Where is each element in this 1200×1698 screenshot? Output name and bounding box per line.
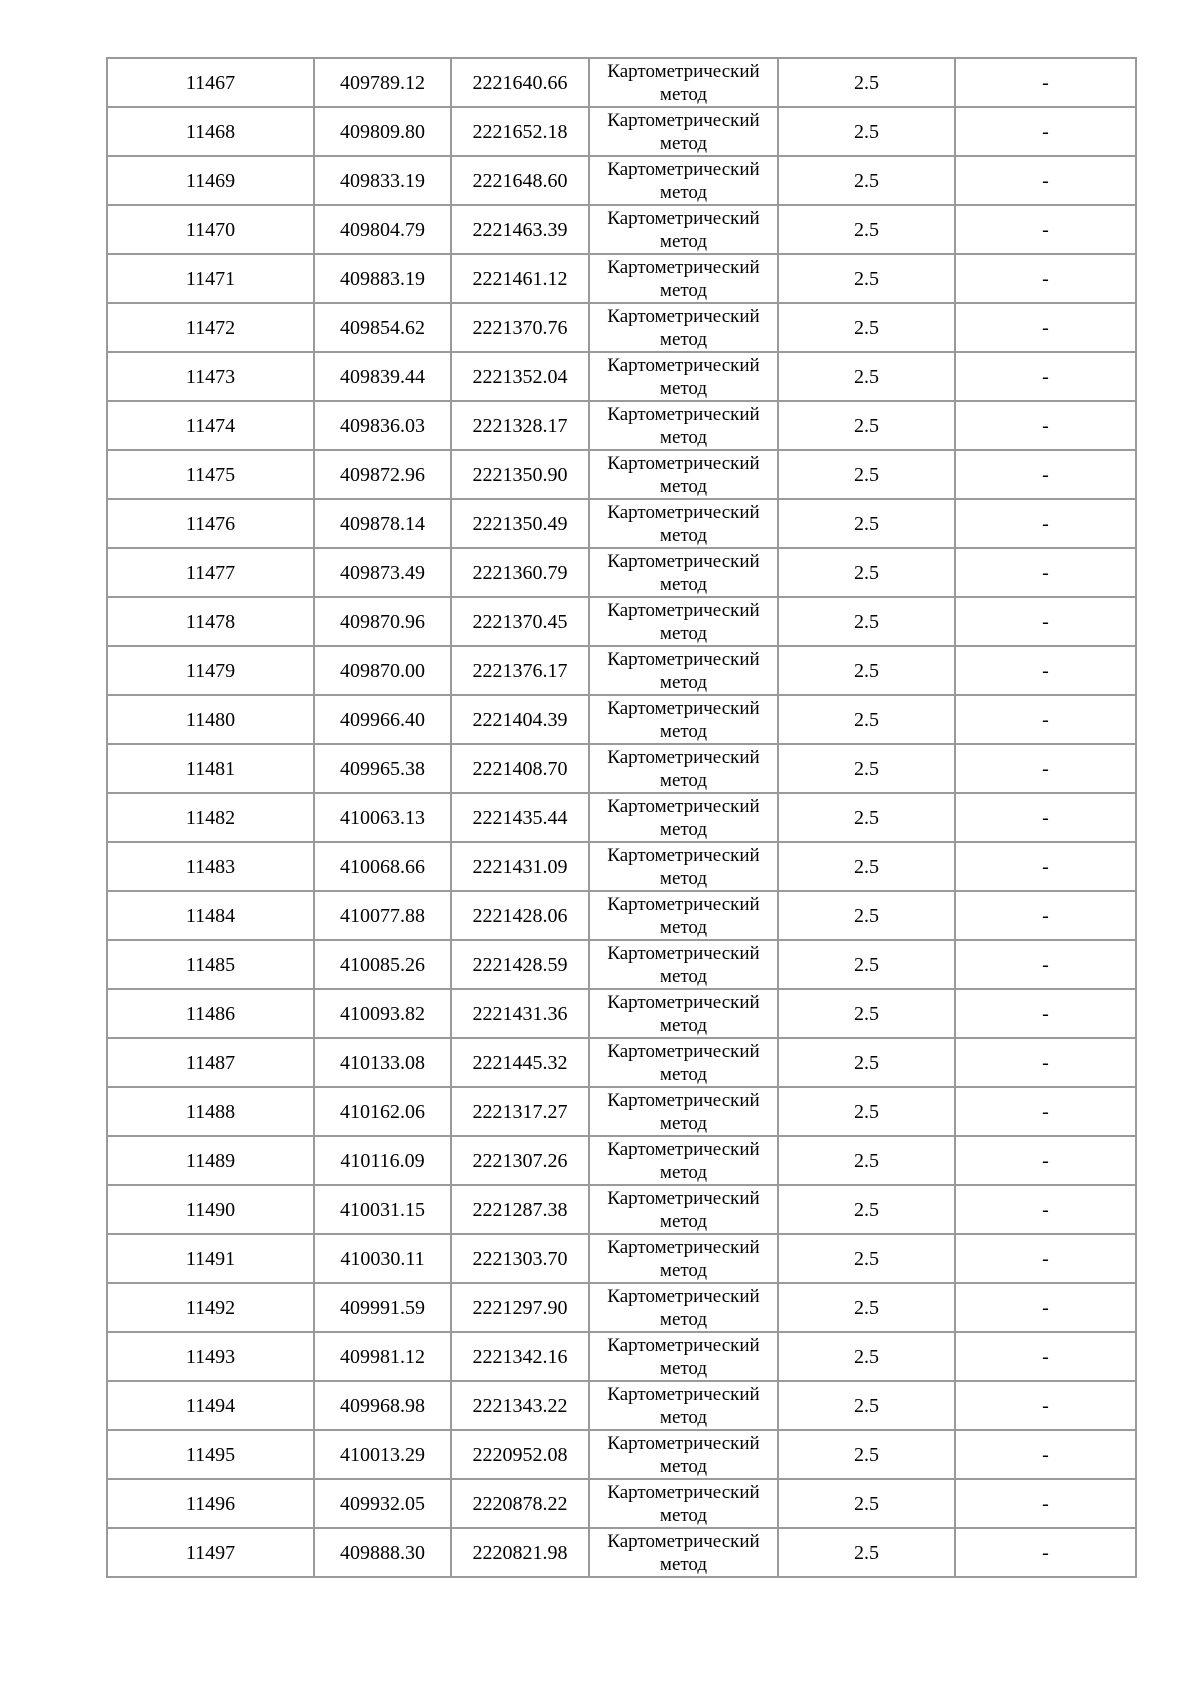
method-line-2: метод (659, 1553, 708, 1575)
x-coordinate-cell: 410031.15 (314, 1185, 451, 1234)
x-coordinate-cell: 409872.96 (314, 450, 451, 499)
method-line-1: Картометрический (607, 109, 760, 131)
note-cell: - (955, 1479, 1136, 1528)
point-number-cell: 11478 (107, 597, 314, 646)
note-cell: - (955, 107, 1136, 156)
note-cell: - (955, 1430, 1136, 1479)
accuracy-cell: 2.5 (778, 303, 955, 352)
method-cell (589, 499, 778, 548)
x-coordinate-cell: 410116.09 (314, 1136, 451, 1185)
method-line-1: Картометрический (607, 1432, 760, 1454)
accuracy-cell: 2.5 (778, 842, 955, 891)
accuracy-cell: 2.5 (778, 1332, 955, 1381)
x-coordinate-cell: 409809.80 (314, 107, 451, 156)
y-coordinate-cell: 2221370.76 (451, 303, 589, 352)
note-cell: - (955, 989, 1136, 1038)
x-coordinate-cell: 410133.08 (314, 1038, 451, 1087)
method-cell (589, 842, 778, 891)
x-coordinate-cell: 410068.66 (314, 842, 451, 891)
table-row (107, 1234, 1136, 1283)
note-cell: - (955, 450, 1136, 499)
y-coordinate-cell: 2221317.27 (451, 1087, 589, 1136)
y-coordinate-cell: 2220952.08 (451, 1430, 589, 1479)
point-number-cell: 11488 (107, 1087, 314, 1136)
method-line-2: метод (659, 230, 708, 252)
y-coordinate-cell: 2221307.26 (451, 1136, 589, 1185)
point-number-cell: 11473 (107, 352, 314, 401)
method-line-1: Картометрический (607, 305, 760, 327)
point-number-cell: 11468 (107, 107, 314, 156)
method-line-2: метод (659, 328, 708, 350)
table-row (107, 548, 1136, 597)
point-number-cell: 11492 (107, 1283, 314, 1332)
y-coordinate-cell: 2221652.18 (451, 107, 589, 156)
method-line-1: Картометрический (607, 1334, 760, 1356)
accuracy-cell: 2.5 (778, 58, 955, 107)
x-coordinate-cell: 409991.59 (314, 1283, 451, 1332)
point-number-cell: 11487 (107, 1038, 314, 1087)
x-coordinate-cell: 409833.19 (314, 156, 451, 205)
point-number-cell: 11469 (107, 156, 314, 205)
method-line-2: метод (659, 818, 708, 840)
table-row (107, 1381, 1136, 1430)
method-cell (589, 793, 778, 842)
note-cell: - (955, 1283, 1136, 1332)
y-coordinate-cell: 2221342.16 (451, 1332, 589, 1381)
method-cell (589, 1283, 778, 1332)
y-coordinate-cell: 2221350.49 (451, 499, 589, 548)
accuracy-cell: 2.5 (778, 1087, 955, 1136)
x-coordinate-cell: 409965.38 (314, 744, 451, 793)
method-line-2: метод (659, 1014, 708, 1036)
note-cell: - (955, 1381, 1136, 1430)
accuracy-cell: 2.5 (778, 205, 955, 254)
y-coordinate-cell: 2221428.59 (451, 940, 589, 989)
method-line-1: Картометрический (607, 403, 760, 425)
method-line-1: Картометрический (607, 795, 760, 817)
accuracy-cell: 2.5 (778, 450, 955, 499)
method-line-1: Картометрический (607, 550, 760, 572)
x-coordinate-cell: 409804.79 (314, 205, 451, 254)
note-cell: - (955, 352, 1136, 401)
table-row (107, 793, 1136, 842)
method-line-2: метод (659, 1210, 708, 1232)
note-cell: - (955, 891, 1136, 940)
method-cell (589, 1479, 778, 1528)
point-number-cell: 11484 (107, 891, 314, 940)
point-number-cell: 11477 (107, 548, 314, 597)
x-coordinate-cell: 410093.82 (314, 989, 451, 1038)
point-number-cell: 11472 (107, 303, 314, 352)
method-cell (589, 1038, 778, 1087)
x-coordinate-cell: 410030.11 (314, 1234, 451, 1283)
note-cell: - (955, 548, 1136, 597)
method-cell (589, 1136, 778, 1185)
method-line-2: метод (659, 83, 708, 105)
table-row (107, 597, 1136, 646)
method-line-2: метод (659, 769, 708, 791)
y-coordinate-cell: 2221303.70 (451, 1234, 589, 1283)
accuracy-cell: 2.5 (778, 499, 955, 548)
y-coordinate-cell: 2221431.36 (451, 989, 589, 1038)
method-cell (589, 1381, 778, 1430)
method-line-2: метод (659, 573, 708, 595)
table-row (107, 842, 1136, 891)
table-row (107, 646, 1136, 695)
method-line-2: метод (659, 1112, 708, 1134)
method-cell (589, 1430, 778, 1479)
note-cell: - (955, 156, 1136, 205)
point-number-cell: 11467 (107, 58, 314, 107)
point-number-cell: 11489 (107, 1136, 314, 1185)
y-coordinate-cell: 2221343.22 (451, 1381, 589, 1430)
y-coordinate-cell: 2221428.06 (451, 891, 589, 940)
accuracy-cell: 2.5 (778, 1038, 955, 1087)
y-coordinate-cell: 2221297.90 (451, 1283, 589, 1332)
note-cell: - (955, 940, 1136, 989)
method-cell (589, 695, 778, 744)
method-line-1: Картометрический (607, 599, 760, 621)
coordinates-table (106, 57, 1137, 1578)
x-coordinate-cell: 409981.12 (314, 1332, 451, 1381)
method-line-2: метод (659, 279, 708, 301)
method-line-1: Картометрический (607, 1285, 760, 1307)
point-number-cell: 11490 (107, 1185, 314, 1234)
point-number-cell: 11485 (107, 940, 314, 989)
method-cell (589, 1185, 778, 1234)
method-line-2: метод (659, 1504, 708, 1526)
method-line-1: Картометрический (607, 991, 760, 1013)
method-line-1: Картометрический (607, 60, 760, 82)
accuracy-cell: 2.5 (778, 1185, 955, 1234)
y-coordinate-cell: 2221463.39 (451, 205, 589, 254)
table-row (107, 58, 1136, 107)
point-number-cell: 11493 (107, 1332, 314, 1381)
x-coordinate-cell: 409870.96 (314, 597, 451, 646)
method-line-2: метод (659, 622, 708, 644)
method-line-2: метод (659, 475, 708, 497)
accuracy-cell: 2.5 (778, 548, 955, 597)
method-line-1: Картометрический (607, 207, 760, 229)
y-coordinate-cell: 2221360.79 (451, 548, 589, 597)
accuracy-cell: 2.5 (778, 1283, 955, 1332)
table-row (107, 1528, 1136, 1577)
x-coordinate-cell: 409839.44 (314, 352, 451, 401)
method-line-2: метод (659, 671, 708, 693)
method-line-2: метод (659, 1063, 708, 1085)
method-line-2: метод (659, 867, 708, 889)
note-cell: - (955, 499, 1136, 548)
y-coordinate-cell: 2220821.98 (451, 1528, 589, 1577)
accuracy-cell: 2.5 (778, 646, 955, 695)
y-coordinate-cell: 2221640.66 (451, 58, 589, 107)
method-line-1: Картометрический (607, 1040, 760, 1062)
method-cell (589, 352, 778, 401)
accuracy-cell: 2.5 (778, 107, 955, 156)
table-row (107, 401, 1136, 450)
point-number-cell: 11471 (107, 254, 314, 303)
method-line-2: метод (659, 916, 708, 938)
method-line-2: метод (659, 1308, 708, 1330)
method-line-2: метод (659, 1406, 708, 1428)
point-number-cell: 11496 (107, 1479, 314, 1528)
note-cell: - (955, 254, 1136, 303)
table-row (107, 940, 1136, 989)
note-cell: - (955, 58, 1136, 107)
table-row (107, 989, 1136, 1038)
point-number-cell: 11483 (107, 842, 314, 891)
y-coordinate-cell: 2221445.32 (451, 1038, 589, 1087)
point-number-cell: 11494 (107, 1381, 314, 1430)
accuracy-cell: 2.5 (778, 401, 955, 450)
method-cell (589, 205, 778, 254)
accuracy-cell: 2.5 (778, 1430, 955, 1479)
method-line-2: метод (659, 377, 708, 399)
note-cell: - (955, 793, 1136, 842)
method-line-1: Картометрический (607, 893, 760, 915)
method-line-1: Картометрический (607, 746, 760, 768)
accuracy-cell: 2.5 (778, 254, 955, 303)
table-row (107, 1087, 1136, 1136)
accuracy-cell: 2.5 (778, 1136, 955, 1185)
point-number-cell: 11482 (107, 793, 314, 842)
method-cell (589, 303, 778, 352)
y-coordinate-cell: 2221404.39 (451, 695, 589, 744)
method-cell (589, 58, 778, 107)
table-row (107, 1136, 1136, 1185)
note-cell: - (955, 1185, 1136, 1234)
table-row (107, 107, 1136, 156)
method-line-1: Картометрический (607, 1530, 760, 1552)
y-coordinate-cell: 2221431.09 (451, 842, 589, 891)
method-line-2: метод (659, 965, 708, 987)
accuracy-cell: 2.5 (778, 695, 955, 744)
note-cell: - (955, 1234, 1136, 1283)
method-line-1: Картометрический (607, 1089, 760, 1111)
note-cell: - (955, 1087, 1136, 1136)
method-line-1: Картометрический (607, 1481, 760, 1503)
point-number-cell: 11470 (107, 205, 314, 254)
method-line-1: Картометрический (607, 1236, 760, 1258)
x-coordinate-cell: 409873.49 (314, 548, 451, 597)
point-number-cell: 11486 (107, 989, 314, 1038)
method-cell (589, 548, 778, 597)
x-coordinate-cell: 409878.14 (314, 499, 451, 548)
method-cell (589, 1528, 778, 1577)
method-line-2: метод (659, 720, 708, 742)
table-row (107, 744, 1136, 793)
note-cell: - (955, 1528, 1136, 1577)
method-line-1: Картометрический (607, 648, 760, 670)
accuracy-cell: 2.5 (778, 597, 955, 646)
y-coordinate-cell: 2221461.12 (451, 254, 589, 303)
y-coordinate-cell: 2221435.44 (451, 793, 589, 842)
method-line-1: Картометрический (607, 158, 760, 180)
note-cell: - (955, 744, 1136, 793)
point-number-cell: 11495 (107, 1430, 314, 1479)
note-cell: - (955, 842, 1136, 891)
table-row (107, 695, 1136, 744)
y-coordinate-cell: 2221328.17 (451, 401, 589, 450)
x-coordinate-cell: 410077.88 (314, 891, 451, 940)
y-coordinate-cell: 2221648.60 (451, 156, 589, 205)
method-cell (589, 646, 778, 695)
table-row (107, 156, 1136, 205)
method-line-2: метод (659, 1259, 708, 1281)
x-coordinate-cell: 410013.29 (314, 1430, 451, 1479)
note-cell: - (955, 205, 1136, 254)
accuracy-cell: 2.5 (778, 940, 955, 989)
y-coordinate-cell: 2220878.22 (451, 1479, 589, 1528)
y-coordinate-cell: 2221287.38 (451, 1185, 589, 1234)
method-cell (589, 254, 778, 303)
method-line-1: Картометрический (607, 1138, 760, 1160)
note-cell: - (955, 597, 1136, 646)
point-number-cell: 11475 (107, 450, 314, 499)
x-coordinate-cell: 409870.00 (314, 646, 451, 695)
x-coordinate-cell: 409966.40 (314, 695, 451, 744)
y-coordinate-cell: 2221370.45 (451, 597, 589, 646)
table-row (107, 1283, 1136, 1332)
note-cell: - (955, 303, 1136, 352)
method-line-1: Картометрический (607, 256, 760, 278)
table-row (107, 891, 1136, 940)
method-line-2: метод (659, 132, 708, 154)
point-number-cell: 11481 (107, 744, 314, 793)
table-row (107, 499, 1136, 548)
method-line-1: Картометрический (607, 452, 760, 474)
method-line-2: метод (659, 181, 708, 203)
method-cell (589, 401, 778, 450)
table-row (107, 1185, 1136, 1234)
accuracy-cell: 2.5 (778, 156, 955, 205)
method-line-1: Картометрический (607, 697, 760, 719)
accuracy-cell: 2.5 (778, 744, 955, 793)
y-coordinate-cell: 2221376.17 (451, 646, 589, 695)
table-row (107, 1430, 1136, 1479)
x-coordinate-cell: 410085.26 (314, 940, 451, 989)
note-cell: - (955, 1332, 1136, 1381)
method-cell (589, 891, 778, 940)
method-cell (589, 156, 778, 205)
x-coordinate-cell: 409932.05 (314, 1479, 451, 1528)
method-cell (589, 597, 778, 646)
point-number-cell: 11479 (107, 646, 314, 695)
table-row (107, 450, 1136, 499)
method-line-2: метод (659, 426, 708, 448)
accuracy-cell: 2.5 (778, 891, 955, 940)
method-line-1: Картометрический (607, 354, 760, 376)
method-line-2: метод (659, 1357, 708, 1379)
point-number-cell: 11491 (107, 1234, 314, 1283)
x-coordinate-cell: 409888.30 (314, 1528, 451, 1577)
point-number-cell: 11476 (107, 499, 314, 548)
method-cell (589, 107, 778, 156)
accuracy-cell: 2.5 (778, 1381, 955, 1430)
accuracy-cell: 2.5 (778, 1528, 955, 1577)
point-number-cell: 11474 (107, 401, 314, 450)
method-cell (589, 940, 778, 989)
method-line-2: метод (659, 1161, 708, 1183)
x-coordinate-cell: 409789.12 (314, 58, 451, 107)
method-cell (589, 1087, 778, 1136)
table-row (107, 205, 1136, 254)
x-coordinate-cell: 409883.19 (314, 254, 451, 303)
x-coordinate-cell: 410162.06 (314, 1087, 451, 1136)
x-coordinate-cell: 410063.13 (314, 793, 451, 842)
method-line-1: Картометрический (607, 501, 760, 523)
accuracy-cell: 2.5 (778, 1479, 955, 1528)
note-cell: - (955, 1136, 1136, 1185)
method-line-1: Картометрический (607, 1187, 760, 1209)
note-cell: - (955, 1038, 1136, 1087)
note-cell: - (955, 401, 1136, 450)
table-row (107, 254, 1136, 303)
note-cell: - (955, 646, 1136, 695)
accuracy-cell: 2.5 (778, 793, 955, 842)
point-number-cell: 11480 (107, 695, 314, 744)
method-line-1: Картометрический (607, 1383, 760, 1405)
x-coordinate-cell: 409836.03 (314, 401, 451, 450)
table-row (107, 1332, 1136, 1381)
accuracy-cell: 2.5 (778, 352, 955, 401)
x-coordinate-cell: 409968.98 (314, 1381, 451, 1430)
method-line-1: Картометрический (607, 844, 760, 866)
table-row (107, 1479, 1136, 1528)
method-cell (589, 744, 778, 793)
table-row (107, 352, 1136, 401)
point-number-cell: 11497 (107, 1528, 314, 1577)
method-line-1: Картометрический (607, 942, 760, 964)
method-cell (589, 1332, 778, 1381)
table-row (107, 1038, 1136, 1087)
y-coordinate-cell: 2221408.70 (451, 744, 589, 793)
table-row (107, 303, 1136, 352)
method-cell (589, 450, 778, 499)
method-cell (589, 1234, 778, 1283)
y-coordinate-cell: 2221352.04 (451, 352, 589, 401)
accuracy-cell: 2.5 (778, 1234, 955, 1283)
method-line-2: метод (659, 1455, 708, 1477)
method-line-2: метод (659, 524, 708, 546)
y-coordinate-cell: 2221350.90 (451, 450, 589, 499)
note-cell: - (955, 695, 1136, 744)
accuracy-cell: 2.5 (778, 989, 955, 1038)
x-coordinate-cell: 409854.62 (314, 303, 451, 352)
method-cell (589, 989, 778, 1038)
coordinates-table-body (107, 58, 1136, 1577)
